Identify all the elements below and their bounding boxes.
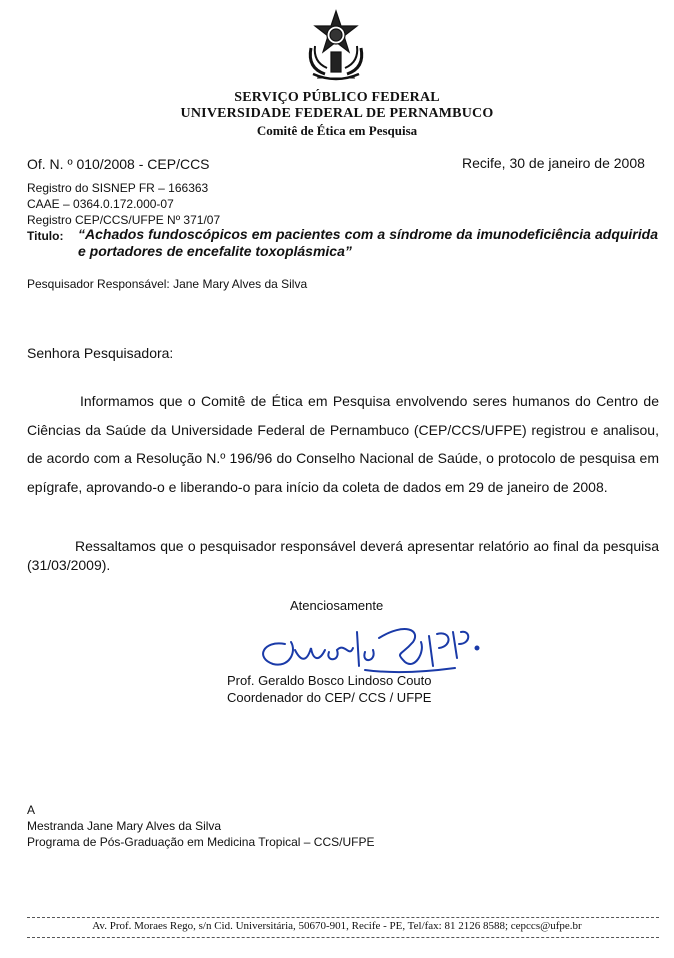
addressee-label: A [27, 803, 36, 817]
signer-name: Prof. Geraldo Bosco Lindoso Couto [227, 673, 432, 688]
footer-rule-top [27, 917, 659, 918]
project-title: “Achados fundoscópicos em pacientes com a síndrome da imunodeficiência adquirida e portadores de encefalite toxoplásmica” [78, 226, 658, 259]
signer-role: Coordenador do CEP/ CCS / UFPE [227, 690, 432, 705]
paragraph-1: Informamos que o Comitê de Ética em Pesquisa envolvendo seres humanos do Centro de Ciências da Saúde da Universidade Federal de Pernambuco (CEP/CCS/UFPE) registrou e analisou, de acordo com a Resolução N.º 196/96 do Conselho Nacional de Saúde, o protocolo de pesquisa em epígrafe, aprovando-o e liberando-o para início da coleta de dados em 29 de janeiro de 2008. [27, 393, 659, 495]
addressee-name: Mestranda Jane Mary Alves da Silva [27, 819, 222, 833]
closing: Atenciosamente [290, 598, 384, 613]
letter-date: Recife, 30 de janeiro de 2008 [462, 155, 645, 171]
footer-address: Av. Prof. Moraes Rego, s/n Cid. Universitária, 50670-901, Recife - PE, Tel/fax: 81 2126 8588; cepccs@ufpe.br [92, 920, 582, 932]
footer-rule-bottom [27, 937, 659, 938]
title-label: Titulo: [27, 229, 64, 243]
addressee-program: Programa de Pós-Graduação em Medicina Tropical – CCS/UFPE [27, 835, 375, 849]
registry-sisnep: Registro do SISNEP FR – 166363 [27, 181, 209, 195]
paragraph-2: Ressaltamos que o pesquisador responsável deverá apresentar relatório ao final da pesquisa (31/03/2009). [27, 538, 659, 573]
caae-number: CAAE – 0364.0.172.000-07 [27, 197, 174, 211]
national-coat-of-arms-logo [305, 8, 367, 86]
responsible-researcher: Pesquisador Responsável: Jane Mary Alves da Silva [27, 277, 308, 291]
salutation: Senhora Pesquisadora: [27, 345, 174, 361]
header-line-1: SERVIÇO PÚBLICO FEDERAL [234, 90, 440, 105]
header-line-3: Comitê de Ética em Pesquisa [256, 123, 418, 138]
registry-cep: Registro CEP/CCS/UFPE Nº 371/07 [27, 213, 221, 227]
header-line-2: UNIVERSIDADE FEDERAL DE PERNAMBUCO [180, 106, 494, 121]
office-number: Of. N. º 010/2008 - CEP/CCS [27, 156, 210, 172]
